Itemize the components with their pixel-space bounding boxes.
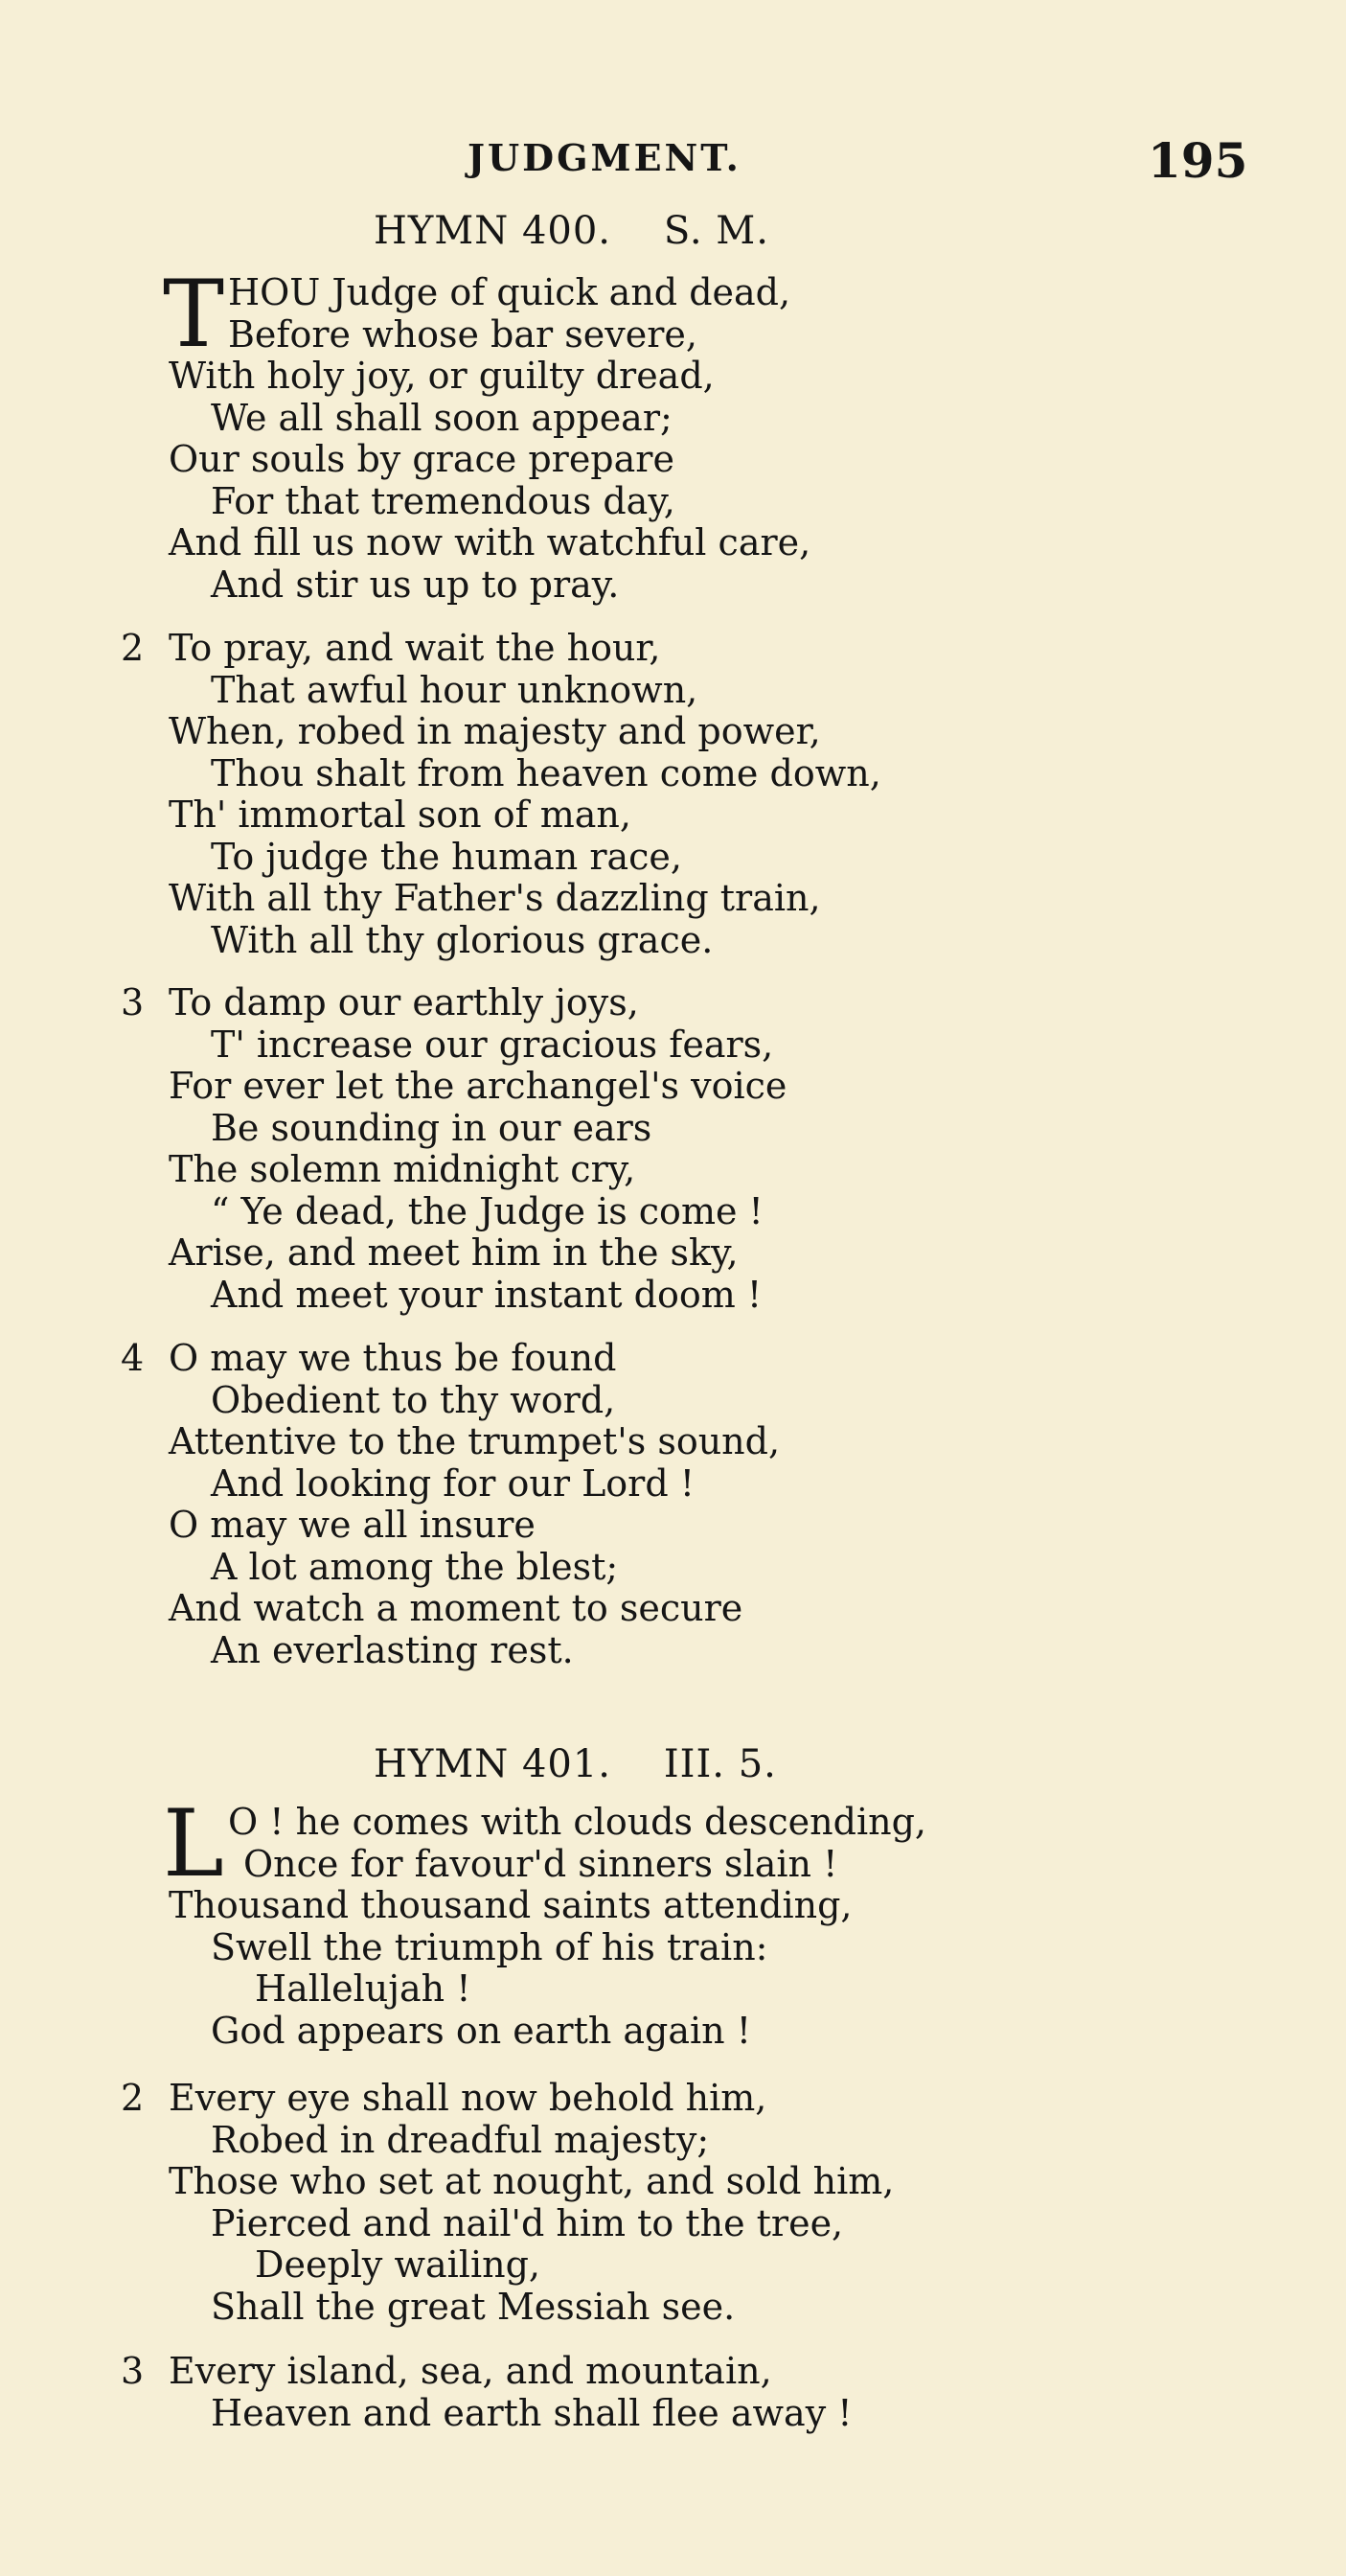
verse-line: Attentive to the trumpet's sound, bbox=[169, 1420, 781, 1462]
page-header bbox=[0, 132, 1346, 190]
verse-line: T' increase our gracious fears, bbox=[211, 1023, 774, 1066]
verse-line: To judge the human race, bbox=[211, 835, 682, 878]
stanza-number: 3 bbox=[121, 2350, 145, 2392]
verse-line: 3 To damp our earthly joys, bbox=[121, 981, 639, 1024]
verse-line: 4 O may we thus be found bbox=[121, 1337, 617, 1379]
verse-line: And looking for our Lord ! bbox=[211, 1461, 696, 1505]
hymn-title: HYMN 400. S. M. bbox=[374, 209, 769, 253]
verse-line: Obedient to thy word, bbox=[211, 1378, 616, 1421]
verse-line: Before whose bar severe, bbox=[228, 312, 697, 356]
verse-line: And stir us up to pray. bbox=[211, 563, 620, 606]
verse-line: “ Ye dead, the Judge is come ! bbox=[211, 1189, 764, 1232]
stanza-number: 4 bbox=[121, 1337, 145, 1379]
verse-line: Th' immortal son of man, bbox=[169, 794, 631, 836]
stanza bbox=[163, 1790, 1274, 2052]
verse-line: Arise, and meet him in the sky, bbox=[169, 1231, 739, 1274]
verse-line: 2 Every eye shall now behold him, bbox=[121, 2077, 767, 2119]
verse-line: Be sounding in our ears bbox=[211, 1106, 652, 1149]
verse-line: With holy joy, or guilty dread, bbox=[169, 355, 715, 397]
verse-line: Swell the triumph of his train: bbox=[211, 1925, 768, 1968]
verse-line: O ! he comes with clouds descending, bbox=[228, 1801, 926, 1843]
stanza bbox=[121, 2077, 1274, 2328]
stanza bbox=[121, 1337, 1274, 1671]
verse-line: O may we all insure bbox=[169, 1504, 536, 1546]
verse-line: For that tremendous day, bbox=[211, 479, 675, 522]
verse-line: When, robed in majesty and power, bbox=[169, 710, 821, 752]
verse-line: A lot among the blest; bbox=[211, 1545, 619, 1588]
verse-line: God appears on earth again ! bbox=[211, 2009, 752, 2052]
verse-line: We all shall soon appear; bbox=[211, 396, 673, 439]
verse-line: And meet your instant doom ! bbox=[211, 1273, 763, 1316]
stanza bbox=[121, 2350, 1274, 2434]
verse-line: And watch a moment to secure bbox=[169, 1587, 743, 1629]
stanza-number: 2 bbox=[121, 2077, 145, 2119]
drop-cap: T bbox=[163, 261, 225, 368]
verse-line: Those who set at nought, and sold him, bbox=[169, 2160, 895, 2202]
verse-line: Robed in dreadful majesty; bbox=[211, 2118, 710, 2161]
verse-line: An everlasting rest. bbox=[211, 1628, 574, 1671]
verse-line: Thousand thousand saints attending, bbox=[169, 1884, 853, 1926]
verse-line: Pierced and nail'd him to the tree, bbox=[211, 2201, 844, 2244]
verse-line: Hallelujah ! bbox=[255, 1967, 471, 2010]
page-number: 195 bbox=[1148, 132, 1248, 189]
stanza bbox=[121, 981, 1274, 1316]
stanza-number: 2 bbox=[121, 627, 145, 669]
hymn-title: HYMN 401. III. 5. bbox=[374, 1742, 777, 1786]
verse-line: 2 To pray, and wait the hour, bbox=[121, 627, 661, 669]
verse-line: 3 Every island, sea, and mountain, bbox=[121, 2350, 772, 2392]
verse-line: With all thy glorious grace. bbox=[211, 918, 714, 961]
verse-line: The solemn midnight cry, bbox=[169, 1148, 636, 1190]
verse-line: Shall the great Messiah see. bbox=[211, 2285, 736, 2328]
stanza-number: 3 bbox=[121, 981, 145, 1024]
verse-line: For ever let the archangel's voice bbox=[169, 1065, 787, 1107]
running-head: JUDGMENT. bbox=[468, 136, 741, 179]
verse-line: With all thy Father's dazzling train, bbox=[169, 877, 821, 919]
verse-line: Deeply wailing, bbox=[255, 2243, 540, 2286]
verse-line: Thou shalt from heaven come down, bbox=[211, 751, 881, 794]
verse-line: Our souls by grace prepare bbox=[169, 438, 674, 480]
stanza bbox=[121, 627, 1274, 961]
verse-line: HOU Judge of quick and dead, bbox=[228, 271, 791, 313]
drop-cap: L bbox=[163, 1790, 224, 1898]
verse-line: Heaven and earth shall flee away ! bbox=[211, 2391, 853, 2434]
stanza bbox=[163, 261, 1274, 606]
verse-line: Once for favour'd sinners slain ! bbox=[243, 1842, 838, 1885]
verse-line: That awful hour unknown, bbox=[211, 668, 698, 711]
verse-line: And fill us now with watchful care, bbox=[169, 521, 811, 564]
